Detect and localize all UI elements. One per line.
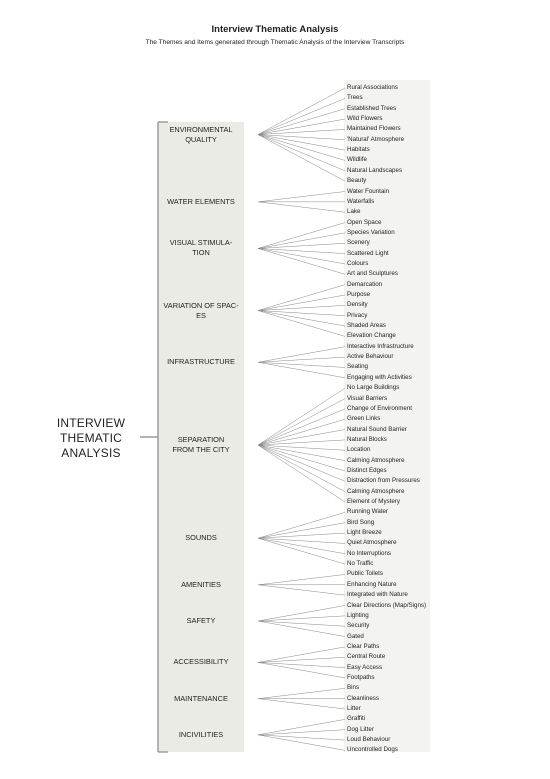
item-label: Change of Environment	[347, 404, 413, 412]
theme-label-line: AMENITIES	[181, 579, 221, 589]
item-label: Colours	[347, 259, 369, 267]
item-label: Natural Blocks	[347, 435, 387, 443]
branch-line	[258, 243, 345, 248]
branch-line	[258, 662, 345, 667]
theme-label	[160, 616, 242, 626]
item-label: Light Breeze	[347, 529, 382, 537]
item-label: Integrated with Nature	[347, 591, 408, 599]
branch-line	[258, 621, 345, 626]
item-label: Dog Litter	[347, 725, 374, 733]
branch-line	[258, 699, 345, 709]
branch-line	[258, 98, 345, 134]
theme-label	[160, 197, 242, 207]
branch-line	[258, 730, 345, 735]
item-label: Water Fountain	[347, 187, 390, 195]
item-label: Uncontrolled Dogs	[347, 746, 398, 754]
item-label: Habitats	[347, 146, 370, 154]
item-label: Waterfalls	[347, 197, 375, 205]
branch-line	[258, 735, 345, 740]
item-label: Active Behaviour	[347, 353, 394, 361]
item-label: Clear Paths	[347, 642, 380, 650]
branch-line	[258, 88, 345, 135]
branch-line	[258, 285, 345, 311]
item-label: Quiet Atmosphere	[347, 539, 397, 547]
theme-label	[160, 125, 242, 145]
item-label: Calming Atmosphere	[347, 456, 405, 464]
branch-line	[258, 512, 345, 538]
branch-line	[258, 109, 345, 135]
branch-line	[258, 223, 345, 249]
branch-line	[258, 202, 345, 212]
theme-label-line: TION	[192, 248, 210, 258]
branch-line	[258, 735, 345, 751]
theme-label-line: ENVIRONMENTAL	[169, 124, 233, 134]
theme-label-line: SOUNDS	[185, 533, 217, 543]
item-label: Elevation Change	[347, 332, 396, 340]
item-label: Privacy	[347, 311, 368, 319]
branch-line	[258, 347, 345, 363]
item-label: Wildlife	[347, 156, 367, 164]
root-label-line: THEMATIC	[59, 431, 123, 445]
item-label: Art and Sculptures	[347, 270, 398, 278]
item-label: Established Trees	[347, 104, 397, 112]
item-label: Distinct Edges	[347, 466, 387, 474]
theme-label-line: VISUAL STIMULA-	[169, 238, 233, 248]
item-label: Security	[347, 622, 370, 630]
item-label: Rural Associations	[347, 84, 398, 91]
item-label: Enhancing Nature	[347, 580, 397, 588]
item-label: 'Natural' Atmosphere	[347, 135, 405, 143]
branch-line	[258, 621, 345, 637]
diagram-title: Interview Thematic Analysis	[211, 24, 339, 35]
branch-line	[258, 440, 345, 445]
branch-line	[258, 305, 345, 310]
item-label: No Traffic	[347, 560, 374, 568]
branch-line	[258, 135, 345, 182]
theme-label-line: SEPARATION	[177, 435, 225, 445]
item-label: Open Space	[347, 218, 382, 226]
theme-label-line: MAINTENANCE	[174, 693, 228, 703]
branch-line	[258, 606, 345, 622]
branch-line	[258, 357, 345, 362]
theme-label-line: INCIVILITIES	[178, 729, 224, 739]
item-label: Gated	[347, 632, 364, 640]
item-label: Distraction from Pressures	[347, 477, 420, 485]
theme-label-line: VARIATION OF SPAC-	[163, 300, 239, 310]
theme-label-line: ACCESSIBILITY	[173, 657, 229, 667]
branch-line	[258, 574, 345, 584]
branch-line	[258, 129, 345, 134]
theme-label	[160, 238, 242, 258]
branch-line	[258, 135, 345, 171]
item-label: No Interruptions	[347, 549, 392, 557]
item-label: Wild Flowers	[347, 115, 383, 123]
branch-line	[258, 657, 345, 662]
branch-line	[258, 311, 345, 316]
branch-line	[258, 248, 345, 253]
item-label: Density	[347, 301, 368, 309]
item-label: Loud Behaviour	[347, 736, 391, 744]
item-label: Graffiti	[347, 715, 366, 723]
item-label: Green Links	[347, 415, 381, 423]
item-label: Location	[347, 446, 371, 454]
item-label: Seating	[347, 363, 368, 371]
branch-line	[258, 445, 345, 502]
theme-label-line: FROM THE CITY	[172, 445, 230, 455]
item-label: No Large Buildings	[347, 384, 400, 392]
branch-line	[258, 248, 345, 274]
item-label: Easy Access	[347, 663, 383, 671]
theme-label	[160, 435, 242, 455]
branch-line	[258, 135, 345, 140]
item-label: Public Toilets	[347, 570, 383, 578]
item-label: Natural Sound Barrier	[347, 425, 407, 433]
item-label: Calming Atmosphere	[347, 487, 405, 495]
theme-label	[160, 694, 242, 704]
item-label: Trees	[347, 94, 363, 102]
branch-line	[258, 445, 345, 471]
item-label: Footpaths	[347, 673, 375, 681]
branch-line	[258, 585, 345, 595]
theme-label-line: WATER ELEMENTS	[167, 196, 235, 206]
branch-line	[258, 419, 345, 445]
item-label: Lake	[347, 208, 361, 216]
root-label-line: INTERVIEW	[56, 416, 126, 430]
item-label: Engaging with Activities	[347, 373, 412, 381]
item-label: Demarcation	[347, 280, 383, 288]
theme-label	[160, 730, 242, 740]
branch-line	[258, 445, 345, 450]
item-label: Beauty	[347, 177, 367, 185]
item-label: Scenery	[347, 239, 370, 247]
item-label: Element of Mystery	[347, 498, 400, 505]
branch-line	[258, 445, 345, 492]
root-label-line: ANALYSIS	[61, 446, 121, 460]
item-label: Bins	[347, 684, 360, 692]
branch-line	[258, 533, 345, 538]
branch-line	[258, 538, 345, 543]
branch-line	[258, 362, 345, 378]
item-label: Natural Landscapes	[347, 166, 403, 174]
theme-label-line: QUALITY	[185, 134, 217, 144]
item-label: Visual Barriers	[347, 394, 388, 402]
branch-line	[258, 445, 345, 481]
item-label: Interactive Infrastructure	[347, 342, 414, 350]
item-label: Litter	[347, 705, 361, 712]
theme-label	[160, 301, 242, 321]
item-label: Scattered Light	[347, 249, 389, 257]
item-label: Shaded Areas	[347, 322, 386, 330]
branch-line	[258, 409, 345, 445]
branch-line	[258, 616, 345, 621]
theme-label	[160, 357, 242, 367]
branch-line	[258, 538, 345, 564]
item-label: Running Water	[347, 508, 389, 516]
item-label: Lighting	[347, 611, 369, 619]
branch-line	[258, 135, 345, 161]
item-label: Cleanliness	[347, 694, 379, 702]
branch-line	[258, 192, 345, 202]
branch-line	[258, 688, 345, 698]
item-label: Central Route	[347, 653, 386, 661]
theme-label-line: SAFETY	[186, 616, 216, 626]
theme-label	[160, 657, 242, 667]
branch-line	[258, 311, 345, 337]
branch-line	[258, 399, 345, 446]
theme-label	[160, 580, 242, 590]
theme-label	[160, 533, 242, 543]
branch-line	[258, 719, 345, 735]
item-label: Species Variation	[347, 228, 395, 236]
theme-label-line: ES	[196, 310, 206, 320]
branch-line	[258, 388, 345, 445]
theme-label-line: INFRASTRUCTURE	[167, 357, 235, 367]
item-label: Clear Directions (Map/Signs)	[347, 601, 427, 609]
branch-line	[258, 362, 345, 367]
item-label: Purpose	[347, 291, 371, 298]
item-label: Maintained Flowers	[347, 125, 401, 133]
item-label: Bird Song	[347, 518, 375, 526]
branch-line	[258, 647, 345, 663]
branch-line	[258, 662, 345, 678]
diagram-subtitle: The Themes and Items generated through Thematic Analysis of the Interview Transcripts	[145, 39, 405, 46]
